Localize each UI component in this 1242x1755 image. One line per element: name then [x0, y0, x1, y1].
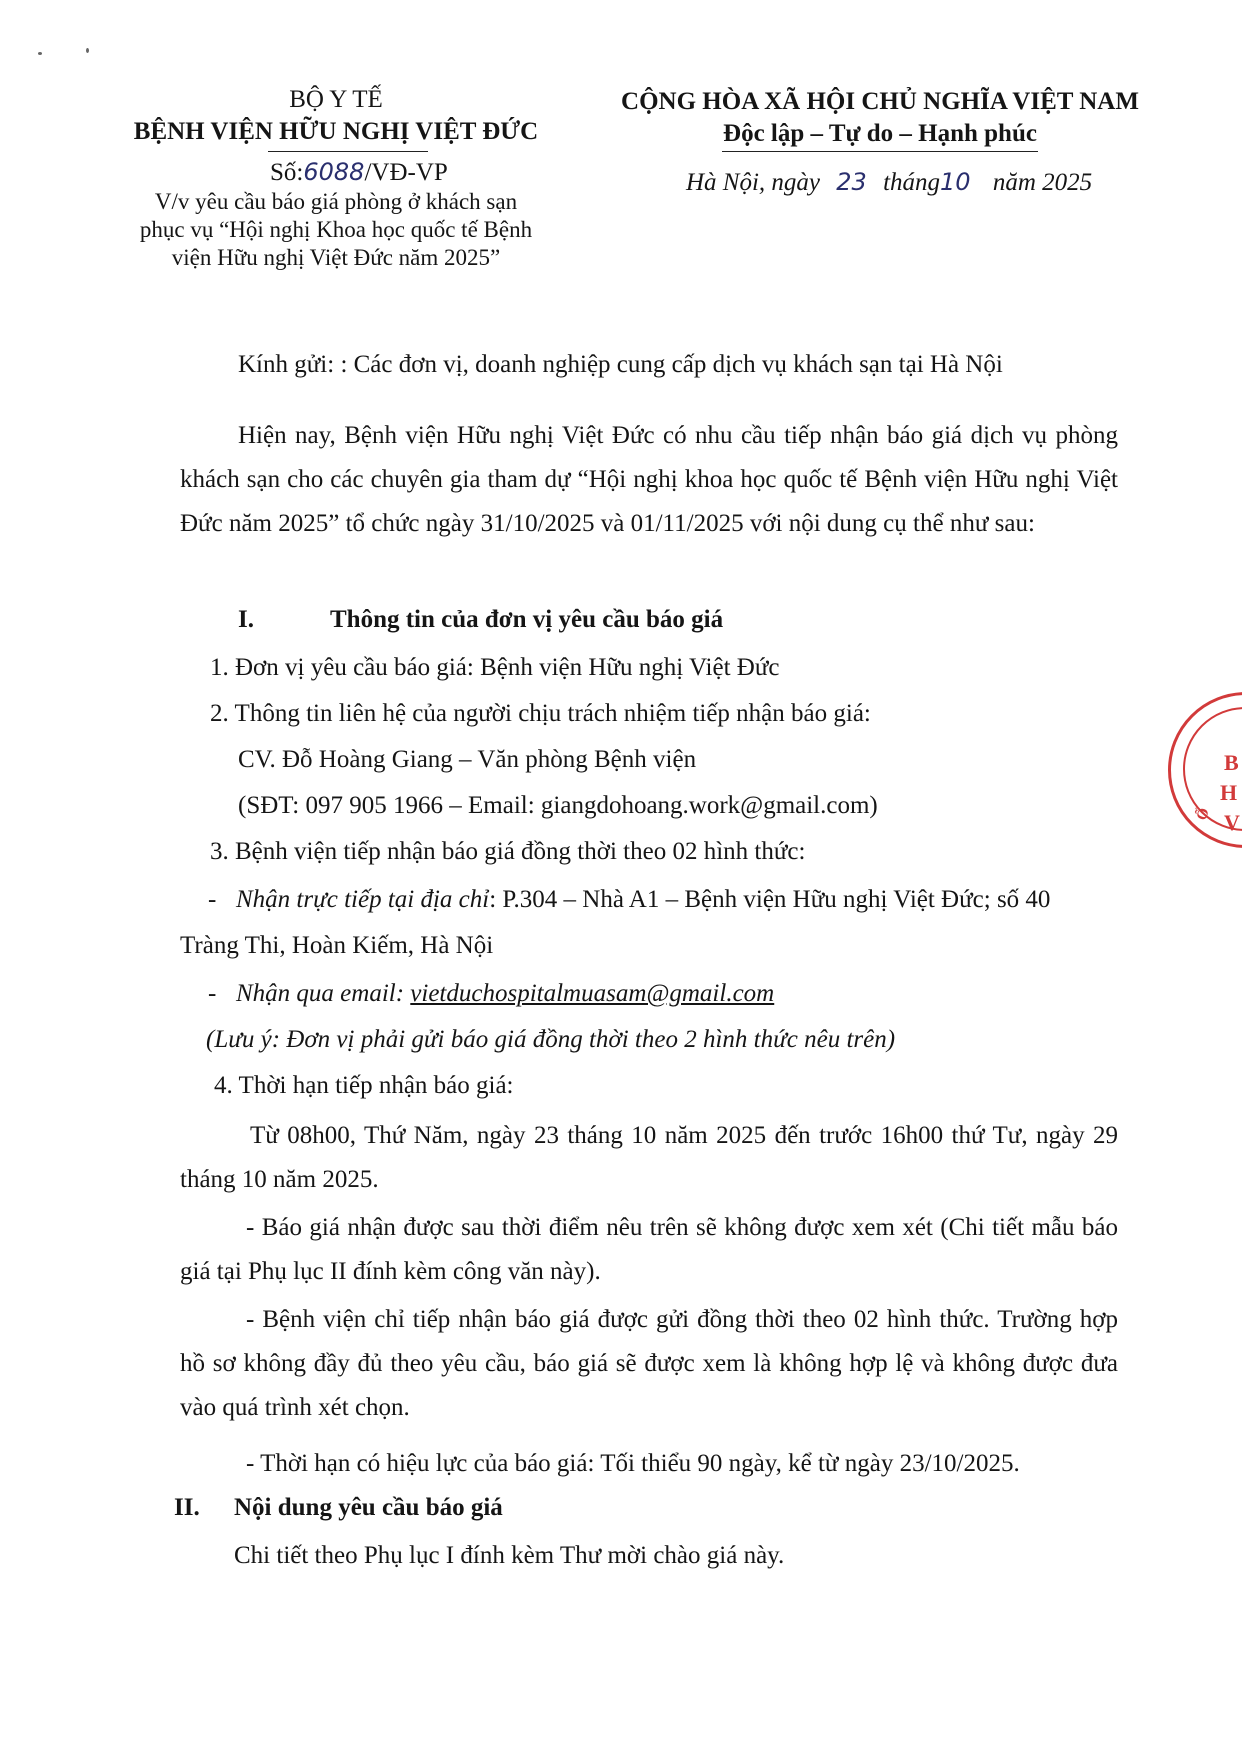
- item-2: 2. Thông tin liên hệ của người chịu trách nhiệm tiếp nhận báo giá:: [210, 700, 871, 727]
- direct-receipt: - Nhận trực tiếp tại địa chỉ: P.304 – Nhà A1 – Bệnh viện Hữu nghị Việt Đức; số 40: [208, 886, 1051, 913]
- ministry-name: BỘ Y TẾ: [289, 86, 383, 113]
- scan-speck: [38, 52, 42, 55]
- direct-address-cont: Tràng Thi, Hoàn Kiếm, Hà Nội: [180, 932, 494, 959]
- section-1-title: Thông tin của đơn vị yêu cầu báo giá: [330, 606, 724, 633]
- number-suffix: /VĐ-VP: [364, 159, 448, 186]
- date-line: [686, 165, 1092, 200]
- motto: Độc lập – Tự do – Hạnh phúc: [723, 120, 1037, 147]
- header-left: [110, 84, 562, 148]
- email-label: Nhận qua email:: [236, 980, 411, 1007]
- date-month-handwritten: 10: [940, 168, 971, 196]
- section-2-heading: [174, 1490, 503, 1526]
- section-2-numeral: II.: [174, 1494, 200, 1521]
- section-2-body: Chi tiết theo Phụ lục I đính kèm Thư mời chào giá này.: [234, 1542, 785, 1569]
- subject-line: phục vụ “Hội nghị Khoa học quốc tế Bệnh: [139, 217, 533, 242]
- contact-details: (SĐT: 097 905 1966 – Email: giangdohoang.work@gmail.com): [238, 792, 878, 819]
- date-place: Hà Nội, ngày: [686, 169, 821, 196]
- bullet-both-channels: - Bệnh viện chỉ tiếp nhận báo giá được gửi đồng thời theo 02 hình thức. Trường hợp hồ sơ không đầy đủ theo yêu cầu, báo giá sẽ được xem là không hợp lệ và không được đưa vào quá trình xét chọn.: [180, 1306, 1118, 1421]
- stamp-letter: Ố: [1193, 806, 1213, 823]
- number-prefix: Số:: [270, 159, 304, 186]
- bullet-late: - Báo giá nhận được sau thời điểm nêu trên sẽ không được xem xét (Chi tiết mẫu báo giá tại Phụ lục II đính kèm công văn này).: [180, 1214, 1118, 1285]
- stamp-letter: H: [1220, 780, 1238, 805]
- subject-line: viện Hữu nghị Việt Đức năm 2025”: [171, 245, 501, 270]
- country-name: CỘNG HÒA XÃ HỘI CHỦ NGHĨA VIỆT NAM: [621, 88, 1139, 115]
- section-1-numeral: I.: [238, 606, 254, 633]
- stamp-letter: B: [1224, 750, 1239, 775]
- section-1-heading: [238, 602, 723, 638]
- email-link[interactable]: vietduchospitalmuasam@gmail.com: [410, 980, 775, 1007]
- motto-rule: [722, 151, 1038, 152]
- number-handwritten: 6088: [303, 158, 365, 186]
- intro-paragraph: Hiện nay, Bệnh viện Hữu nghị Việt Đức có nhu cầu tiếp nhận báo giá dịch vụ phòng khách sạn cho các chuyên gia tham dự “Hội nghị khoa học quốc tế Bệnh viện Hữu nghị Việt Đức năm 2025” tổ chức ngày 31/10/2025 và 01/11/2025 với nội dung cụ thể như sau:: [180, 422, 1118, 537]
- header-rule: [268, 151, 428, 152]
- direct-address: : P.304 – Nhà A1 – Bệnh viện Hữu nghị Việt Đức; số 40: [489, 886, 1051, 913]
- direct-label: Nhận trực tiếp tại địa chỉ: [236, 886, 490, 913]
- document-number: [270, 155, 448, 190]
- item-3: 3. Bệnh viện tiếp nhận báo giá đồng thời theo 02 hình thức:: [210, 838, 806, 865]
- header-right: [600, 86, 1160, 150]
- note: (Lưu ý: Đơn vị phải gửi báo giá đồng thời theo 2 hình thức nêu trên): [206, 1026, 896, 1053]
- section-2-title: Nội dung yêu cầu báo giá: [234, 1494, 503, 1521]
- scan-speck: [86, 48, 89, 53]
- item-4: 4. Thời hạn tiếp nhận báo giá:: [214, 1072, 514, 1099]
- item-1: 1. Đơn vị yêu cầu báo giá: Bệnh viện Hữu nghị Việt Đức: [210, 654, 780, 681]
- stamp-clip: [1100, 680, 1242, 860]
- date-year: năm 2025: [992, 169, 1093, 196]
- subject: [110, 188, 562, 272]
- date-month-label: tháng: [883, 169, 941, 196]
- bullet-validity: - Thời hạn có hiệu lực của báo giá: Tối thiểu 90 ngày, kể từ ngày 23/10/2025.: [246, 1450, 1020, 1477]
- hospital-name: BỆNH VIỆN HỮU NGHỊ VIỆT ĐỨC: [133, 118, 539, 145]
- contact-name: CV. Đỗ Hoàng Giang – Văn phòng Bệnh viện: [238, 746, 697, 773]
- subject-line: V/v yêu cầu báo giá phòng ở khách sạn: [154, 189, 518, 214]
- recipient: Kính gửi: : Các đơn vị, doanh nghiệp cung cấp dịch vụ khách sạn tại Hà Nội: [238, 351, 1003, 378]
- date-day-handwritten: 23: [836, 168, 867, 196]
- stamp-letter: V: [1224, 810, 1240, 835]
- deadline: Từ 08h00, Thứ Năm, ngày 23 tháng 10 năm 2025 đến trước 16h00 thứ Tư, ngày 29 tháng 10 năm 2025.: [180, 1122, 1118, 1193]
- email-receipt: - Nhận qua email: vietduchospitalmuasam@gmail.com: [208, 980, 775, 1007]
